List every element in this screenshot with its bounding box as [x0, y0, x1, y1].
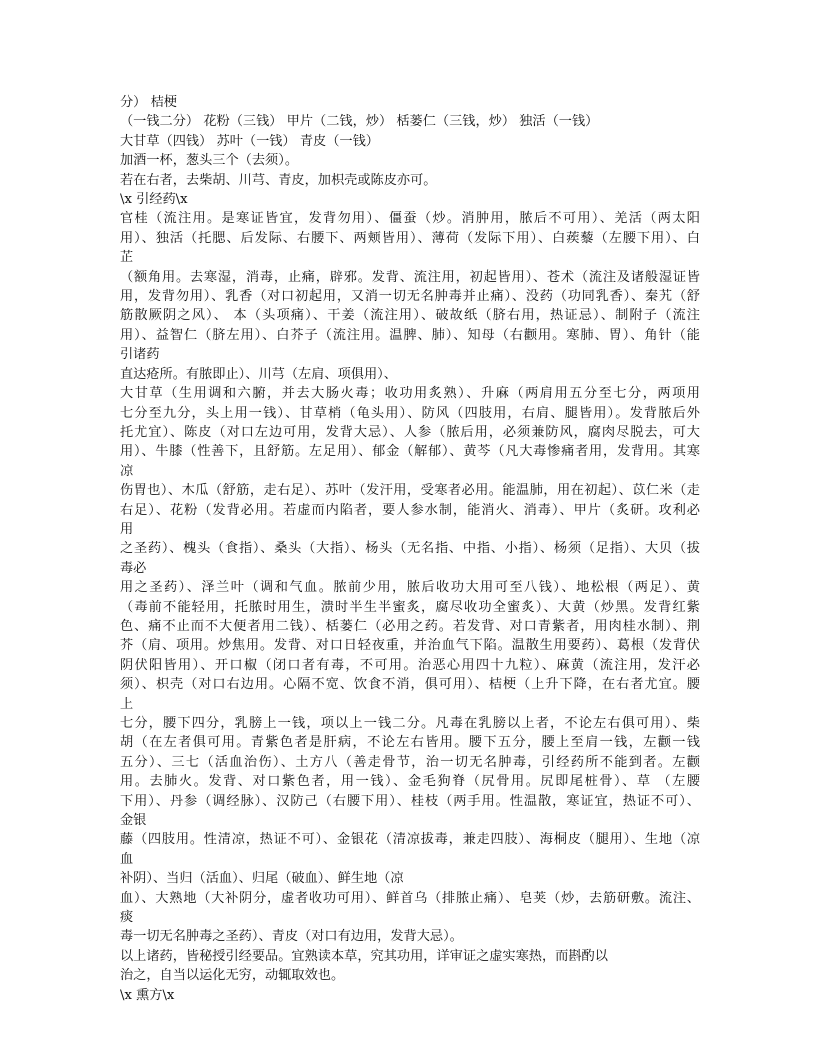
text-line: 用之圣药）、泽兰叶（调和气血。脓前少用，脓后收功大用可至八钱）、地松根（两足）、黄	[120, 580, 700, 596]
text-line: 补阴）、当归（活血）、归尾（破血）、鲜生地（凉	[120, 871, 404, 887]
text-line: 伤胃也）、木瓜（舒筋，走右足）、苏叶（发汗用，受寒者必用。能温肺，用在初起）、苡仁米（走	[120, 483, 700, 499]
text-line: 用。去肺火。发背、对口紫色者，用一钱）、金毛狗脊（尻骨用。尻即尾桩骨）、草 （左腰	[120, 774, 700, 790]
text-line: 色、痛不止而不大便者用二钱）、栝蒌仁（必用之药。若发背、对口青紫者，用肉桂水制）、荆	[120, 618, 700, 634]
text-line: 藤（四肢用。性清凉，热证不可）、金银花（清凉拔毒，兼走四肢）、海桐皮（腿用）、生地（凉	[120, 832, 700, 848]
text-line: （一钱二分） 花粉（三钱） 甲片（二钱，炒） 栝蒌仁（三钱，炒） 独活（一钱）	[120, 114, 599, 130]
text-line: \x 引经药\x	[120, 192, 188, 208]
text-line: 胡（在左者俱可用。青紫色者是肝病，不论左右皆用。腰下五分，腰上至肩一钱，左颧一钱	[120, 735, 700, 751]
text-line: 芥（肩、项用。炒焦用。发背、对口日轻夜重，并治血气下陷。温散生用要药）、葛根（发背伏	[120, 638, 700, 654]
text-line: 官桂（流注用。是寒证皆宜，发背勿用）、僵蚕（炒。消肿用，脓后不可用）、羌活（两太阳	[120, 211, 700, 227]
text-line: 毒一切无名肿毒之圣药）、青皮（对口有边用，发背大忌）。	[120, 929, 463, 945]
text-line: 用	[120, 521, 134, 537]
text-line: 筋散厥阴之风）、 本（头项痛）、干姜（流注用）、破故纸（脐右用，热证忌）、制附子（流注	[120, 308, 700, 324]
text-line: 用，发背勿用）、乳香（对口初起用，又消一切无名肿毒并止痛）、没药（功同乳香）、秦艽（舒	[120, 289, 700, 305]
text-line: （毒前不能轻用，托脓时用生，溃时半生半蜜炙，腐尽收功全蜜炙）、大黄（炒黑。发背红紫	[120, 599, 700, 615]
text-line: 下用）、丹参（调经脉）、汉防己（右腰下用）、桂枝（两手用。性温散，寒证宜，热证不可）、	[120, 793, 700, 809]
text-line: 须）、枳壳（对口右边用。心隔不宽、饮食不消，俱可用）、桔梗（上升下降，在右者尤宜。腰	[120, 677, 700, 693]
text-line: 痰	[120, 910, 134, 926]
text-line: 以上诸药，皆秘授引经要品。宜熟读本草，究其功用，详审证之虚实寒热，而斟酌以	[120, 948, 608, 964]
text-line: 分） 桔梗	[120, 95, 177, 110]
text-line: 五分）、三七（活血治伤）、土方八（善走骨节，治一切无名肿毒，引经药所不能到者。左颧	[120, 754, 700, 770]
text-line: 用）、益智仁（脐左用）、白芥子（流注用。温脾、肺）、知母（右颧用。寒肺、胃）、角针（能	[120, 327, 700, 343]
text-line: （额角用。去寒湿，消毒，止痛，辟邪。发背、流注用，初起皆用）、苍术（流注及诸般湿证皆	[120, 269, 700, 285]
text-line: 直达疮所。有脓即止）、川芎（左肩、项俱用）、	[120, 366, 397, 382]
text-line: 血）、大熟地（大补阴分，虚者收功可用）、鲜首乌（排脓止痛）、皂荚（炒，去筋研敷。流注、	[120, 890, 700, 906]
text-line: \x 熏方\x	[120, 987, 175, 1003]
text-line: 托尤宜）、陈皮（对口左边可用，发背大忌）、人参（脓后用，必须兼防风，腐肉尽脱去，可大	[120, 424, 700, 440]
text-line: 之圣药）、槐头（食指）、桑头（大指）、杨头（无名指、中指、小指）、杨须（足指）、大贝（拔	[120, 541, 700, 557]
text-line: 大甘草（生用调和六腑，并去大肠火毒；收功用炙熟）、升麻（两肩用五分至七分，两项用	[120, 386, 700, 402]
text-line: 血	[120, 851, 134, 867]
text-line: 上	[120, 696, 134, 712]
text-line: 若在右者，去柴胡、川芎、青皮，加枳壳或陈皮亦可。	[120, 172, 437, 188]
text-line: 右足）、花粉（发背必用。若虚而内陷者，要人参水制，能消火、消毒）、甲片（炙研。攻利必	[120, 502, 700, 518]
text-line: 治之，自当以运化无穷，动辄取效也。	[120, 968, 345, 984]
text-line: 毒必	[120, 560, 147, 576]
text-line: 芷	[120, 250, 134, 266]
text-line: 金银	[120, 813, 147, 829]
text-line: 引诸药	[120, 347, 160, 363]
text-line: 凉	[120, 463, 134, 479]
text-line: 阴伏阳皆用）、开口椒（闭口者有毒，不可用。治恶心用四十九粒）、麻黄（流注用，发汗必	[120, 657, 700, 673]
text-line: 七分，腰下四分，乳膀上一钱，项以上一钱二分。凡毒在乳膀以上者，不论左右俱可用）、柴	[120, 716, 700, 731]
text-line: 七分至九分，头上用一钱）、甘草梢（龟头用）、防风（四肢用，右肩、腿皆用）。发背脓后外	[120, 405, 700, 421]
text-line: 用）、牛膝（性善下，且舒筋。左足用）、郁金（解郁）、黄芩（凡大毒惨痛者用，发背用。其寒	[120, 444, 700, 460]
text-line: 大甘草（四钱） 苏叶（一钱） 青皮（一钱）	[120, 133, 379, 149]
text-line: 加酒一杯，葱头三个（去须）。	[120, 153, 299, 169]
text-line: 用）、独活（托腮、后发际、右腰下、两颊皆用）、薄荷（发际下用）、白蒺藜（左腰下用）、白	[120, 230, 700, 246]
document-page	[120, 93, 700, 1005]
